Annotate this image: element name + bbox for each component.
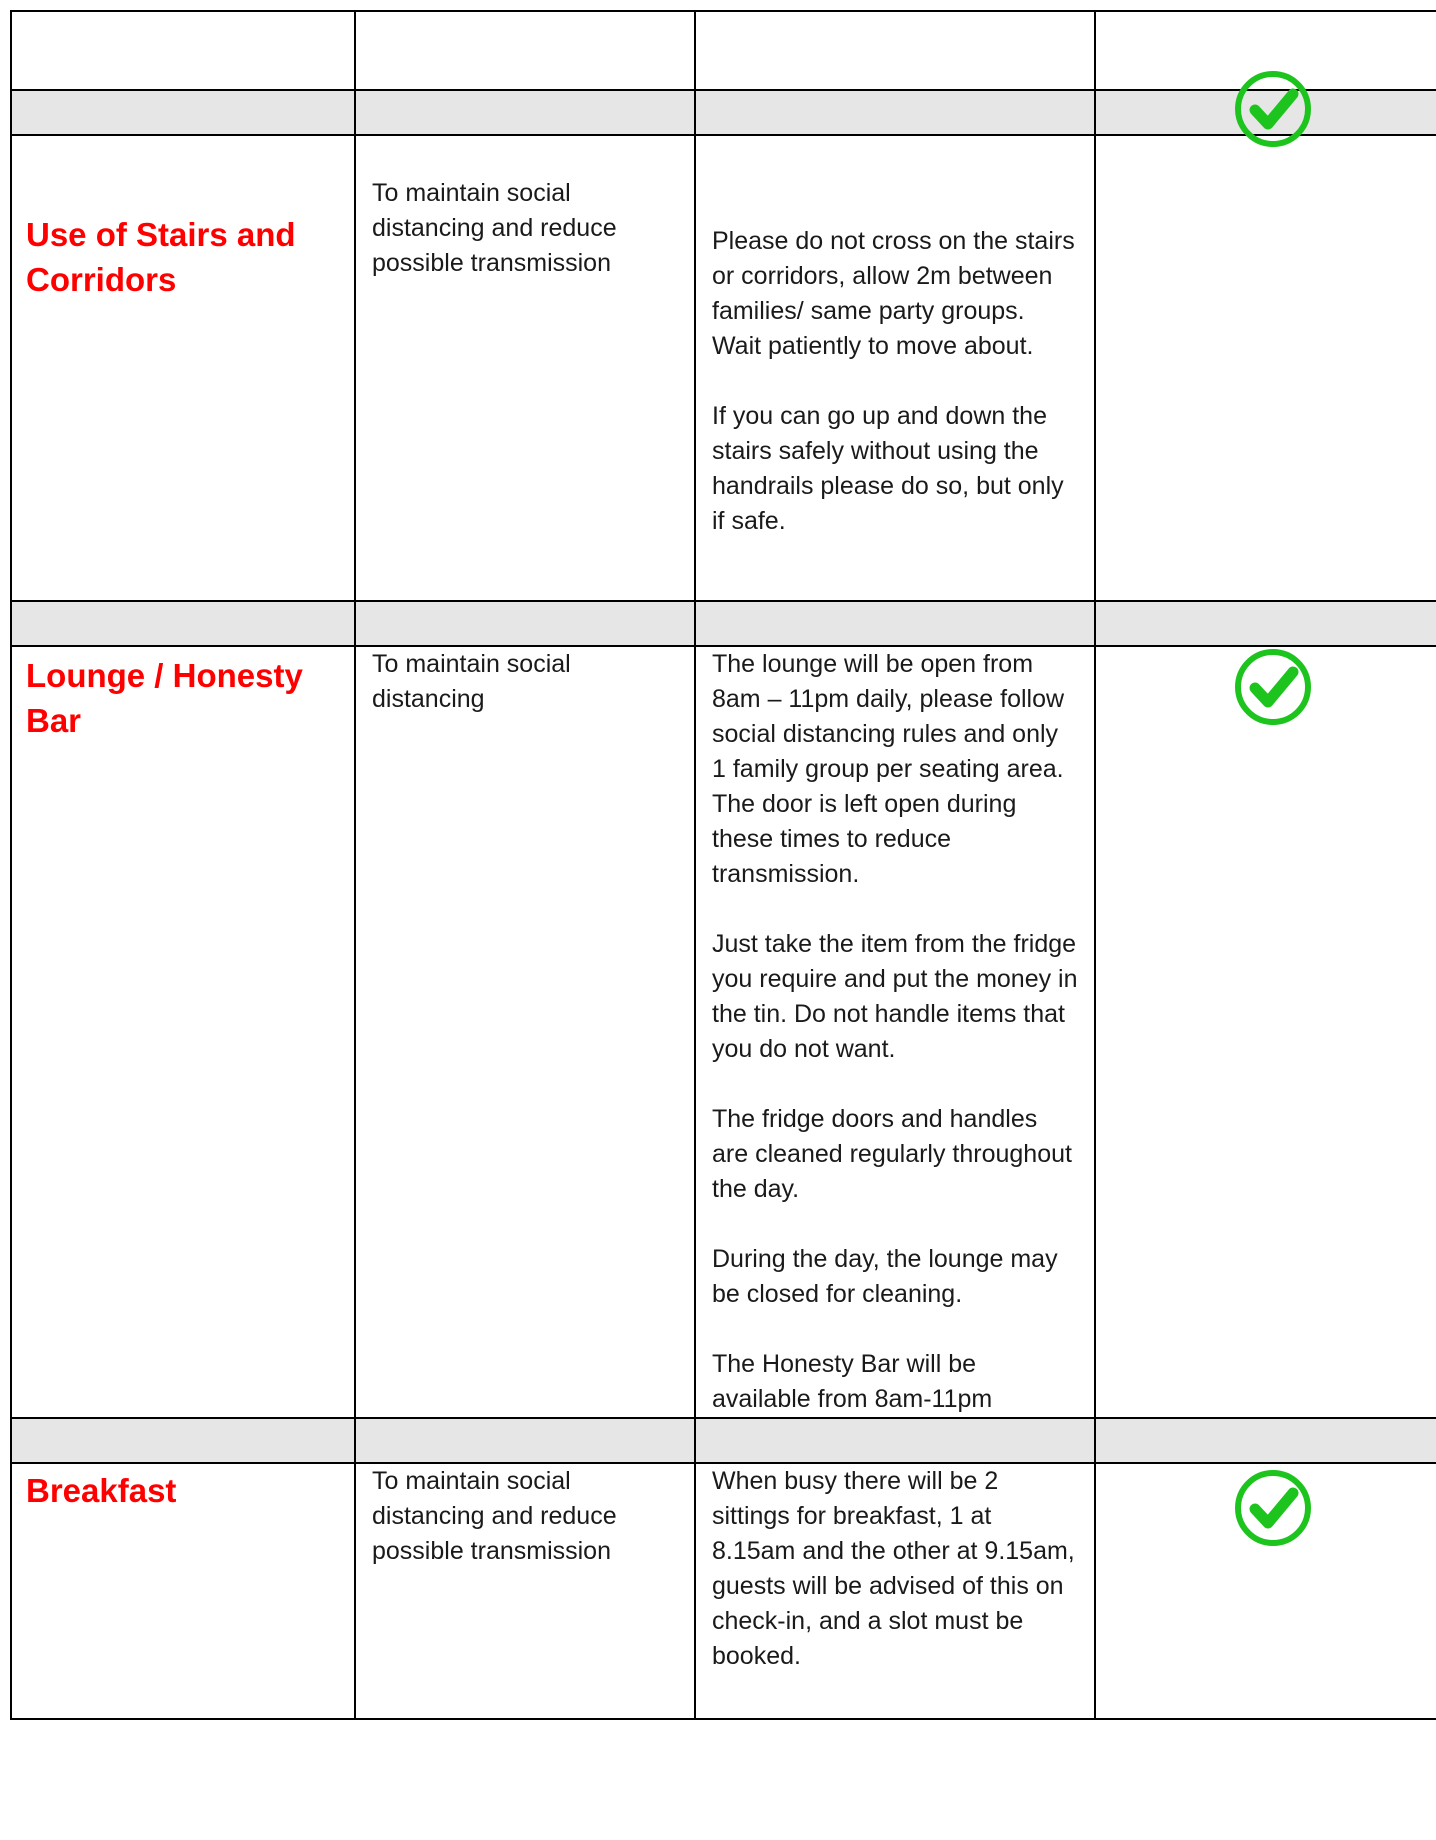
section-title: Breakfast <box>26 1472 177 1509</box>
header-cell-purpose <box>355 11 695 90</box>
measure-paragraph: The Honesty Bar will be available from 8am-11pm <box>712 1350 993 1413</box>
measure-paragraph: Just take the item from the fridge you require and put the money in the tin. Do not handle items that you do not want. <box>712 930 1078 1063</box>
measure-paragraph: Please do not cross on the stairs or corridors, allow 2m between families/ same party groups. Wait patiently to move about. <box>712 227 1075 360</box>
spacer-cell <box>695 90 1095 135</box>
area-cell <box>11 135 355 601</box>
measures-cell <box>695 646 1095 1418</box>
spacer-row <box>11 1418 1436 1463</box>
measure-paragraph: During the day, the lounge may be closed for cleaning. <box>712 1245 1058 1308</box>
spacer-cell <box>695 1418 1095 1463</box>
spacer-row <box>11 90 1436 135</box>
section-title: Use of Stairs and Corridors <box>26 216 296 298</box>
table-row <box>11 135 1436 601</box>
measures-cell <box>695 1463 1095 1719</box>
status-cell <box>1095 1463 1436 1719</box>
checkmark-circle-icon <box>1233 1468 1313 1548</box>
purpose-cell <box>355 135 695 601</box>
measure-paragraph: The lounge will be open from 8am – 11pm daily, please follow social distancing rules and only 1 family group per seating area. The door is left open during these times to reduce transmission. <box>712 650 1065 888</box>
measures-text <box>696 647 1094 1417</box>
area-cell <box>11 646 355 1418</box>
spacer-cell <box>355 601 695 646</box>
measure-paragraph: When busy there will be 2 sittings for breakfast, 1 at 8.15am and the other at 9.15am, guests will be advised of this on check-in, and a slot must be booked. <box>712 1467 1075 1670</box>
purpose-cell <box>355 646 695 1418</box>
spacer-cell <box>1095 1418 1436 1463</box>
measures-text <box>696 1464 1094 1674</box>
measure-paragraph: If you can go up and down the stairs safely without using the handrails please do so, but only if safe. <box>712 402 1064 535</box>
status-cell <box>1095 646 1436 1418</box>
status-cell <box>1095 135 1436 601</box>
checkmark-circle-icon <box>1233 647 1313 727</box>
header-cell-measures <box>695 11 1095 90</box>
section-title: Lounge / Honesty Bar <box>26 657 303 739</box>
measures-text <box>696 136 1094 539</box>
purpose-text: To maintain social distancing and reduce possible transmission <box>372 1467 617 1565</box>
spacer-cell <box>695 601 1095 646</box>
table-row <box>11 646 1436 1418</box>
checkmark-circle-icon <box>1233 69 1313 149</box>
spacer-cell <box>355 90 695 135</box>
measure-paragraph: The fridge doors and handles are cleaned regularly throughout the day. <box>712 1105 1072 1203</box>
table-row <box>11 1463 1436 1719</box>
area-cell <box>11 1463 355 1719</box>
guidelines-table <box>10 10 1436 1720</box>
spacer-cell <box>1095 601 1436 646</box>
spacer-cell <box>355 1418 695 1463</box>
spacer-cell <box>11 90 355 135</box>
spacer-cell <box>11 601 355 646</box>
spacer-row <box>11 601 1436 646</box>
measures-cell <box>695 135 1095 601</box>
header-row <box>11 11 1436 90</box>
header-cell-area <box>11 11 355 90</box>
purpose-cell <box>355 1463 695 1719</box>
spacer-cell <box>11 1418 355 1463</box>
purpose-text: To maintain social distancing and reduce possible transmission <box>372 179 617 277</box>
purpose-text: To maintain social distancing <box>372 650 571 713</box>
